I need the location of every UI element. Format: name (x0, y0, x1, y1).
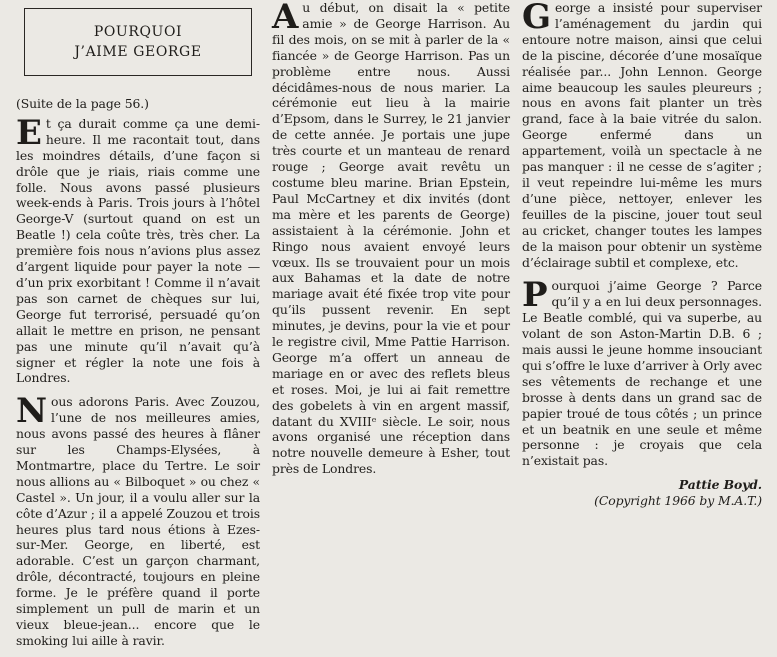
column-1 (16, 0, 260, 657)
title-line-2: J’AIME GEORGE (74, 44, 202, 60)
dropcap-2: N (16, 391, 47, 432)
paragraph-5-text: ourquoi j’aime George ? Parce qu’il y a en lui deux personnages. Le Beatle comblé, qui va superbe, au volant de son Aston-Martin D.B. 6 ; mais aussi le jeune homme insouciant qui s’offre le luxe d’arriver à Orly avec ses vêtements de rechange et une brosse à dents dans un grand sac de papier troué de tous côtés ; un prince et un beatnik en une seule et même personne : je croyais que cela n’existait pas. (522, 278, 762, 469)
paragraph-3 (272, 0, 510, 477)
article-title-box (24, 8, 252, 76)
dropcap-1: E (16, 112, 42, 153)
paragraph-1 (16, 112, 260, 386)
paragraph-2 (16, 391, 260, 649)
copyright-line: (Copyright 1966 by M.A.T.) (594, 493, 762, 509)
paragraph-4-text: eorge a insisté pour superviser l’aménagement du jardin qui entoure notre maison, ainsi que celui de la piscine, décorée d’une mosaïque réalisée par... John Lennon. George aime beaucoup les saules pleureurs ; nous en avons fait planter un très grand, face à la baie vitrée du salon. George enfermé dans un appartement, voilà un spectacle à ne pas manquer : il ne cesse de s’agiter ; il veut repeindre lui-même les murs d’une pièce, nettoyer, enlever les feuilles de la piscine, jouer tout seul au cricket, changer toutes les lampes de la maison pour obtenir un système d’éclairage subtil et complexe, etc. (522, 0, 762, 270)
paragraph-2-text: ous adorons Paris. Avec Zouzou, l’une de nos meilleures amies, nous avons passé des heures à flâner sur les Champs-Elysées, à Montmartre, place du Tertre. Le soir nous allions au « Bilboquet » ou chez « Castel ». Un jour, il a voulu aller sur la côte d’Azur ; il a appelé Zouzou et trois heures plus tard nous étions à Ezes-sur-Mer. George, en liberté, est adorable. C’est un garçon charmant, drôle, décontracté, toujours en pleine forme. Je le préfère quand il porte simplement un pull de marin et un vieux bleue-jean... encore que le smoking lui aille à ravir. (16, 394, 260, 648)
continuation-note: (Suite de la page 56.) (16, 96, 149, 111)
paragraph-4 (522, 0, 762, 270)
column-2 (272, 0, 510, 485)
column-3 (522, 0, 762, 509)
paragraph-1-text: t ça durait comme ça une demi-heure. Il me racontait tout, dans les moindres détails, d’une façon si drôle que je riais, riais comme une folle. Nous avons passé plusieurs week-ends à Paris. Trois jours à l’hôtel George-V (surtout quand on est un Beatle !) cela coûte très, très cher. La première fois nous n’avions plus assez d’argent liquide pour payer la note — d’un prix exorbitant ! Comme il n’avait pas son carnet de chèques sur lui, George fut terrorisé, persuadé qu’on allait le mettre en prison, ne pensant pas une minute qu’il n’avait qu’à signer et régler la note une fois à Londres. (16, 115, 260, 386)
paragraph-5 (522, 275, 762, 469)
dropcap-4: G (522, 0, 551, 37)
dropcap-5: P (522, 275, 548, 316)
author-signature: Pattie Boyd. (678, 477, 762, 493)
paragraph-3-text: u début, on disait la « petite amie » de George Harrison. Au fil des mois, on se mit à parler de la « fiancée » de George Harrison. Pas un problème entre nous. Aussi décidâmes-nous de nous marier. La cérémonie eut lieu à la mairie d’Epsom, dans le Surrey, le 21 janvier de cette année. Je portais une jupe très courte et un manteau de renard rouge ; George avait revêtu un costume bleu marine. Brian Epstein, Paul McCartney et dix invités (dont ma mère et les parents de George) assistaient à la cérémonie. John et Ringo nous avaient envoyé leurs vœux. Ils se trouvaient pour un mois aux Bahamas et la date de notre mariage avait été fixée trop vite pour qu’ils pussent revenir. En sept minutes, je devins, pour la vie et pour le registre civil, Mme Pattie Harrison. George m’a offert un anneau de mariage en or avec des reflets bleus et roses. Moi, je lui ai fait remettre des gobelets à vin en argent massif, datant du XVIIIᵉ siècle. Le soir, nous avons organisé une réception dans notre nouvelle demeure à Esher, tout près de Londres. (272, 0, 510, 477)
dropcap-3: A (272, 0, 299, 37)
title-line-1: POURQUOI (93, 24, 183, 40)
